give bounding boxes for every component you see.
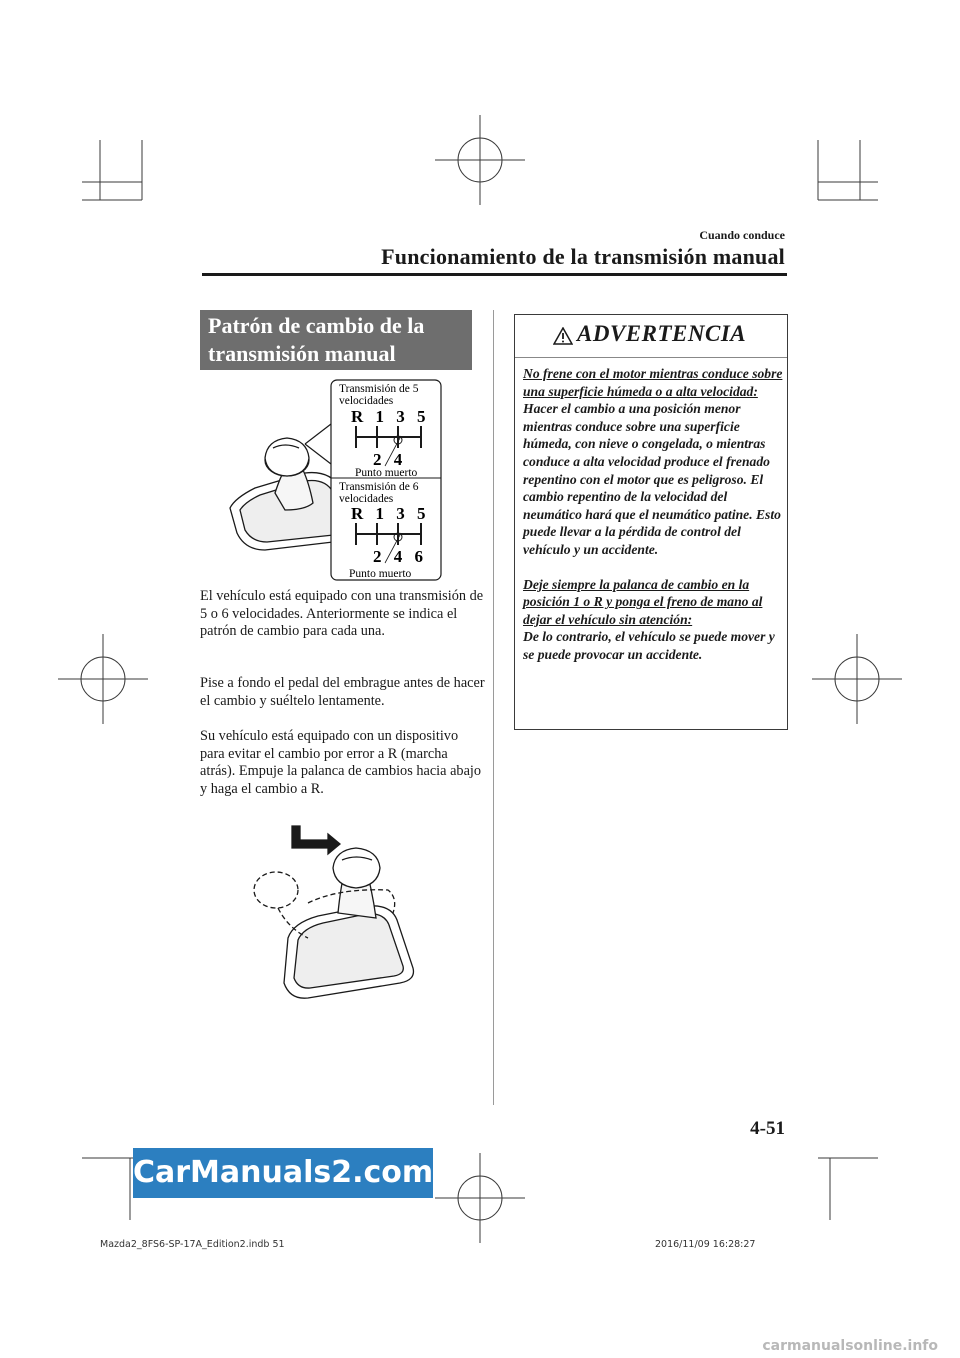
body-paragraph-3: Su vehículo está equipado con un dispositivo para evitar el cambio por error a R (marcha atrás). Empuje la palanca de cambios hacia abajo y haga el cambio a R. xyxy=(200,728,482,797)
warning-heading: ADVERTENCIA xyxy=(577,321,747,346)
header-rule xyxy=(202,273,787,276)
watermark: carmanualsonline.info xyxy=(762,1338,938,1354)
body-paragraph-2: Pise a fondo el pedal del embrague antes de hacer el cambio y suéltelo lentamente. xyxy=(200,675,485,709)
footer-timestamp: 2016/11/09 16:28:27 xyxy=(655,1239,756,1250)
section-title xyxy=(200,310,472,370)
bottom-label-line1: Transmisión de 6 xyxy=(339,481,419,493)
registration-mark-bottom xyxy=(435,1153,525,1243)
top-gear-row: R 1 3 5 xyxy=(351,407,430,426)
warning-header xyxy=(515,315,787,358)
shift-pattern-diagram xyxy=(225,378,445,583)
section-title-line2: transmisión manual xyxy=(208,341,396,366)
header-title: Funcionamiento de la transmisión manual xyxy=(381,244,785,269)
warning-body xyxy=(523,365,785,664)
site-logo: CarManuals2.com xyxy=(133,1148,433,1198)
top-gear-bottom: 2 4 xyxy=(373,450,407,469)
registration-mark-top xyxy=(435,115,525,205)
warning-box xyxy=(514,314,788,730)
warning-2-title: Deje siempre la palanca de cambio en la posición 1 o R y ponga el freno de mano al dejar el vehículo sin atención: xyxy=(523,576,763,627)
column-divider xyxy=(493,310,494,1105)
bottom-gear-bottom: 2 4 6 xyxy=(373,547,427,566)
header-section: Cuando conduce xyxy=(699,228,785,242)
page-number: 4-51 xyxy=(750,1118,785,1139)
section-title-line1: Patrón de cambio de la xyxy=(208,313,425,338)
bottom-gear-row: R 1 3 5 xyxy=(351,504,430,523)
registration-mark-left xyxy=(58,634,148,724)
footer-file-info: Mazda2_8FS6-SP-17A_Edition2.indb 51 xyxy=(100,1239,285,1250)
registration-mark-right xyxy=(812,634,902,724)
bottom-label-line2: velocidades xyxy=(339,493,394,505)
warning-2-text: De lo contrario, el vehículo se puede mover y se puede provocar un accidente. xyxy=(523,629,775,662)
warning-1-title: No frene con el motor mientras conduce sobre una superficie húmeda o a alta velocidad: xyxy=(523,366,783,399)
bottom-neutral-label: Punto muerto xyxy=(349,568,412,580)
warning-1-text: Hacer el cambio a una posición menor mientras conduce sobre una superficie húmeda, con nieve o congelada, o mientras conduce a alta velocidad produce el frenado repentino con el motor que es peligroso. El cambio repentino de la velocidad del neumático hará que el neumático patine. Esto puede llevar a la pérdida de control del vehículo y un accidente. xyxy=(523,401,781,557)
warning-triangle-icon xyxy=(553,327,573,345)
top-neutral-label: Punto muerto xyxy=(355,467,418,479)
reverse-shift-illustration xyxy=(248,818,418,1008)
body-paragraph-1: El vehículo está equipado con una transmisión de 5 o 6 velocidades. Anteriormente se indica el patrón de cambio para cada una. xyxy=(200,588,484,639)
top-label-line2: velocidades xyxy=(339,395,394,407)
top-label-line1: Transmisión de 5 xyxy=(339,383,419,395)
